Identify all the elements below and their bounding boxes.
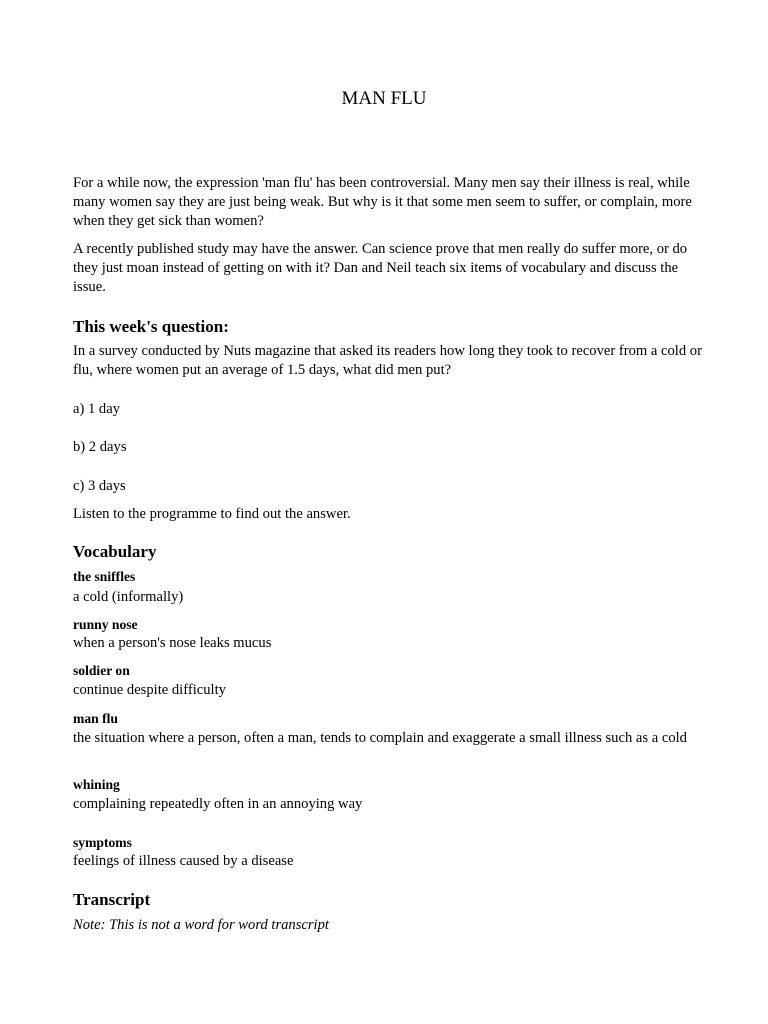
vocab-term: runny nose <box>73 617 138 632</box>
vocab-definition: feelings of illness caused by a disease <box>73 853 294 869</box>
question-footer: Listen to the programme to find out the answer. <box>73 506 351 522</box>
document-title: MAN FLU <box>341 88 427 109</box>
vocabulary-heading: Vocabulary <box>73 542 157 561</box>
answer-option-b: b) 2 days <box>73 439 127 455</box>
vocab-definition: a cold (informally) <box>73 589 184 605</box>
vocab-definition: continue despite difficulty <box>73 682 226 698</box>
question-heading: This week's question: <box>73 317 229 336</box>
vocab-term: man flu <box>73 711 118 726</box>
answer-option-c: c) 3 days <box>73 478 126 494</box>
question-text: In a survey conducted by Nuts magazine that asked its readers how long they took to recover from a cold or flu, where women put an average of 1.5 days, what did men put? <box>73 343 702 378</box>
vocab-definition: complaining repeatedly often in an annoying way <box>73 796 363 812</box>
transcript-note: Note: This is not a word for word transcript <box>73 917 329 933</box>
intro-paragraph-1: For a while now, the expression 'man flu' has been controversial. Many men say their illness is real, while many women say they are just being weak. But why is it that some men seem to suffer, or complain, more when they get sick than women? <box>73 175 692 229</box>
transcript-heading: Transcript <box>73 890 151 909</box>
vocab-term: whining <box>73 777 120 792</box>
vocab-term: the sniffles <box>73 569 136 584</box>
vocab-definition: when a person's nose leaks mucus <box>73 635 272 651</box>
vocab-term: soldier on <box>73 663 130 678</box>
vocab-definition: the situation where a person, often a man, tends to complain and exaggerate a small illness such as a cold <box>73 730 687 746</box>
vocab-term: symptoms <box>73 835 132 850</box>
answer-option-a: a) 1 day <box>73 401 121 417</box>
intro-paragraph-2: A recently published study may have the answer. Can science prove that men really do suffer more, or do they just moan instead of getting on with it? Dan and Neil teach six items of vocabulary and discuss the issue. <box>73 241 688 295</box>
